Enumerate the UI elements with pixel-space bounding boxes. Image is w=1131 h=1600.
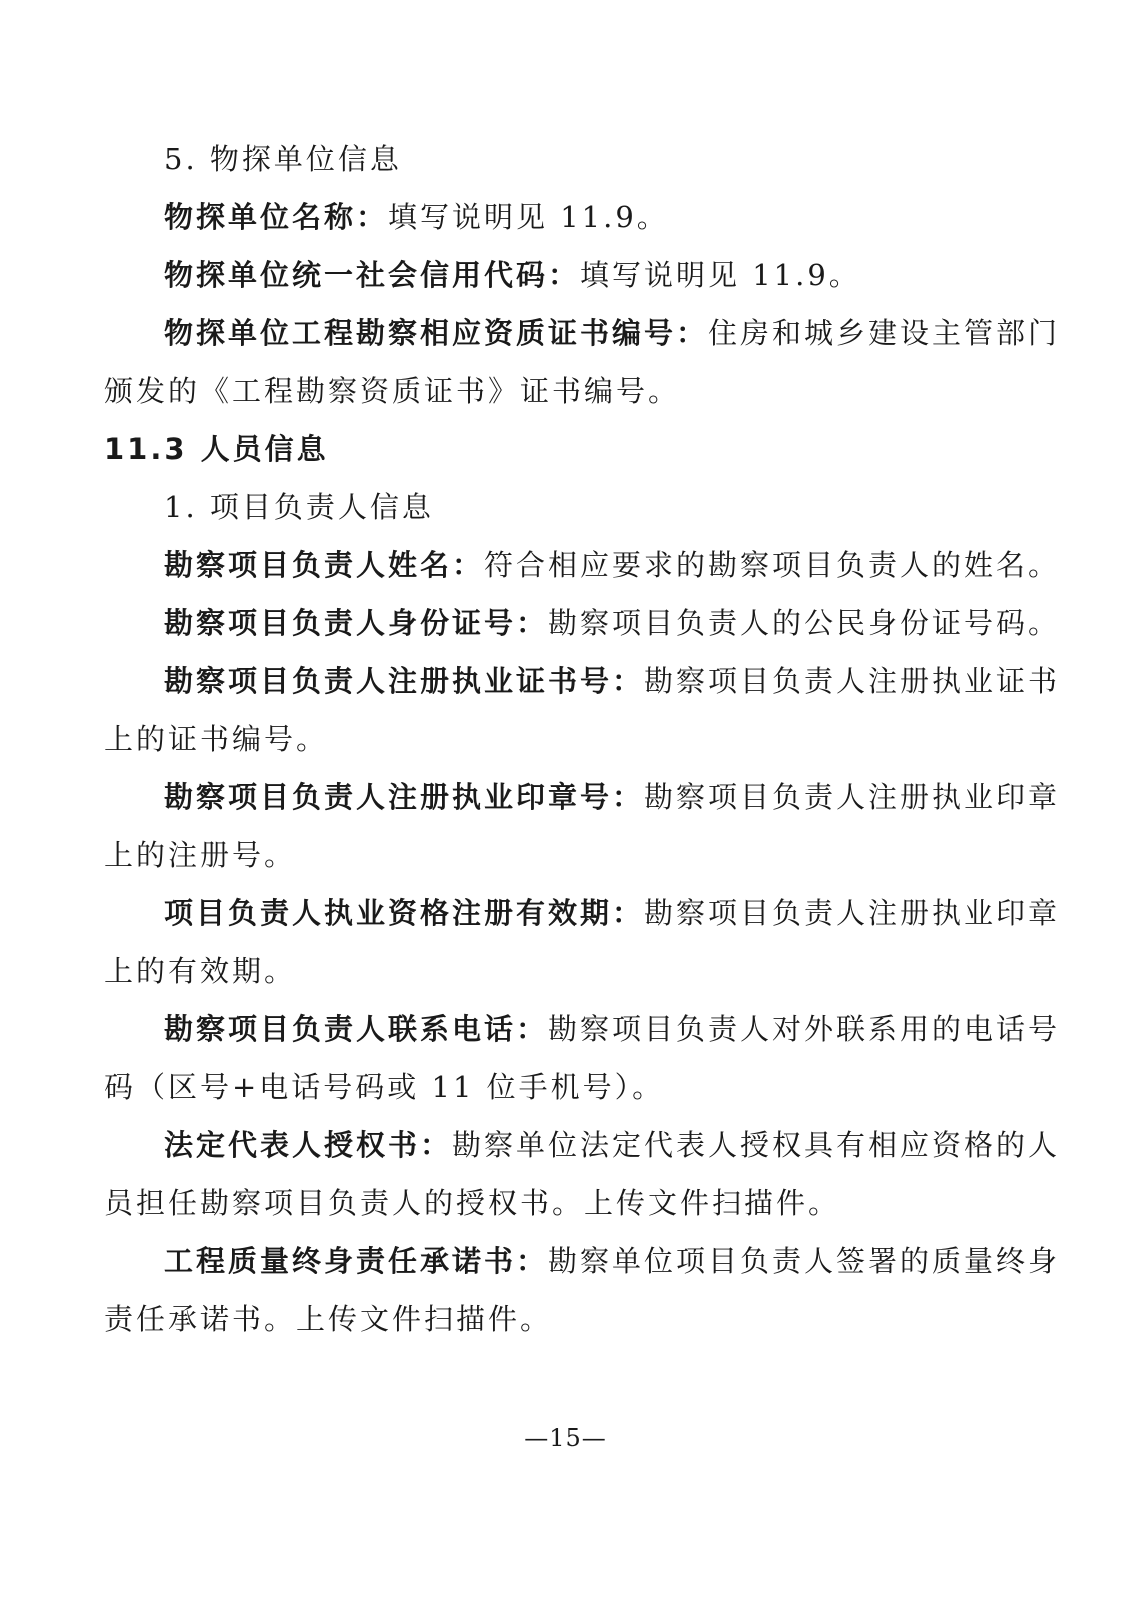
- field-geophysical-unit-credit-code: [104, 246, 1024, 304]
- field-quality-commitment-cont: [104, 1290, 1024, 1348]
- subsection-1-heading: [104, 478, 1024, 536]
- field-text-continued: 员担任勘察项目负责人的授权书。上传文件扫描件。: [104, 1186, 841, 1220]
- section-5-heading-text: 5. 物探单位信息: [164, 142, 402, 176]
- field-text-continued: 码（区号+电话号码或 11 位手机号）。: [104, 1070, 665, 1104]
- field-pm-cert-number: [104, 652, 1061, 710]
- section-11-3-heading: [104, 420, 1024, 478]
- field-label: 勘察项目负责人注册执业证书号：: [164, 664, 645, 698]
- field-quality-commitment: [104, 1232, 1061, 1290]
- field-geophysical-unit-cert-number: [104, 304, 1061, 362]
- section-11-3-heading-text: 11.3 人员信息: [104, 432, 329, 466]
- field-pm-registration-validity-cont: [104, 942, 1024, 1000]
- field-text: 勘察项目负责人对外联系用的电话号: [548, 1012, 1061, 1046]
- field-text: 住房和城乡建设主管部门: [708, 316, 1061, 350]
- field-text-continued: 上的有效期。: [104, 954, 297, 988]
- field-geophysical-unit-cert-number-cont: [104, 362, 1024, 420]
- field-label: 勘察项目负责人注册执业印章号：: [164, 780, 645, 814]
- field-label: 物探单位统一社会信用代码：: [164, 258, 581, 292]
- field-label: 物探单位名称：: [164, 200, 389, 234]
- field-label: 勘察项目负责人联系电话：: [164, 1012, 549, 1046]
- field-pm-phone: [104, 1000, 1061, 1058]
- field-pm-registration-validity: [104, 884, 1061, 942]
- field-label: 项目负责人执业资格注册有效期：: [164, 896, 645, 930]
- field-pm-cert-number-cont: [104, 710, 1024, 768]
- field-text: 勘察项目负责人注册执业印章: [644, 780, 1061, 814]
- field-text: 勘察项目负责人的公民身份证号码。: [548, 606, 1061, 640]
- field-text: 填写说明见 11.9。: [388, 200, 669, 234]
- field-text: 勘察单位项目负责人签署的质量终身: [548, 1244, 1061, 1278]
- field-pm-name: [104, 536, 1061, 594]
- field-pm-id-number: [104, 594, 1061, 652]
- field-legal-rep-authorization: [104, 1116, 1061, 1174]
- field-label: 勘察项目负责人姓名：: [164, 548, 485, 582]
- field-label: 物探单位工程勘察相应资质证书编号：: [164, 316, 709, 350]
- field-pm-seal-number-cont: [104, 826, 1024, 884]
- field-text-continued: 颁发的《工程勘察资质证书》证书编号。: [104, 374, 681, 408]
- field-label: 工程质量终身责任承诺书：: [164, 1244, 549, 1278]
- field-pm-seal-number: [104, 768, 1061, 826]
- subsection-1-heading-text: 1. 项目负责人信息: [164, 490, 434, 524]
- field-label: 勘察项目负责人身份证号：: [164, 606, 549, 640]
- page-number: —15—: [524, 1424, 607, 1452]
- field-text-continued: 责任承诺书。上传文件扫描件。: [104, 1302, 553, 1336]
- field-pm-phone-cont: [104, 1058, 1024, 1116]
- field-label: 法定代表人授权书：: [164, 1128, 453, 1162]
- field-geophysical-unit-name: [104, 188, 1024, 246]
- field-text: 勘察项目负责人注册执业证书: [644, 664, 1061, 698]
- field-text: 符合相应要求的勘察项目负责人的姓名。: [484, 548, 1061, 582]
- field-text: 勘察单位法定代表人授权具有相应资格的人: [452, 1128, 1061, 1162]
- field-text-continued: 上的注册号。: [104, 838, 297, 872]
- field-legal-rep-authorization-cont: [104, 1174, 1024, 1232]
- field-text-continued: 上的证书编号。: [104, 722, 329, 756]
- field-text: 勘察项目负责人注册执业印章: [644, 896, 1061, 930]
- document-page: [104, 130, 1061, 1348]
- section-5-heading: [104, 130, 1024, 188]
- field-text: 填写说明见 11.9。: [580, 258, 861, 292]
